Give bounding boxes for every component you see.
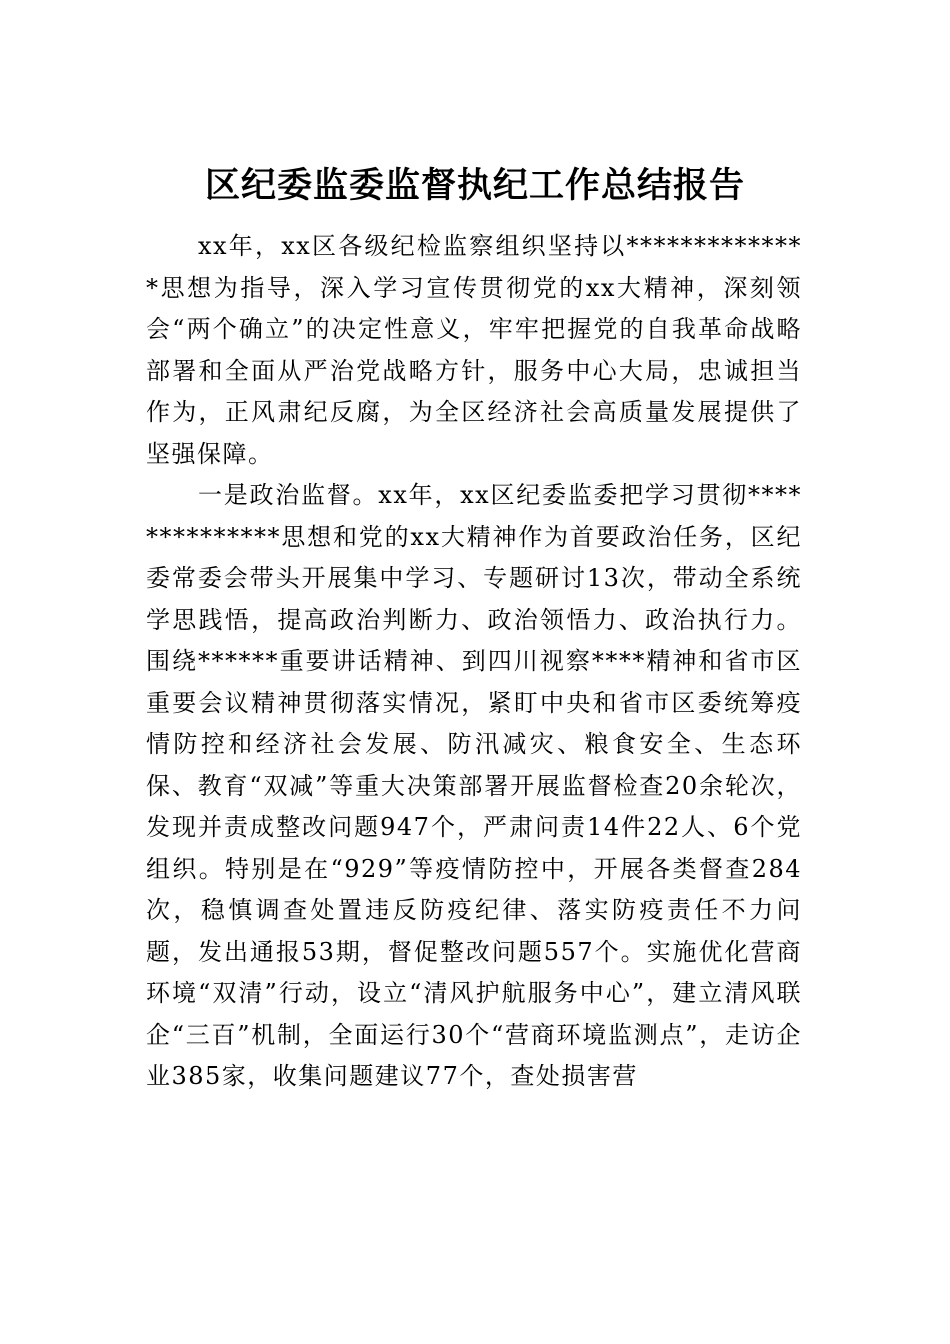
document-title: 区纪委监委监督执纪工作总结报告 — [204, 165, 745, 206]
paragraph-intro: xx年，xx区各级纪检监察组织坚持以**************思想为指导，深入学习宣传贯彻党的xx大精神，深刻领会“两个确立”的决定性意义，牢牢把握党的自我革命战略部署和全面从严治党战略方针，服务中心大局，忠诚担当作为，正风肃纪反腐，为全区经济社会高质量发展提供了坚强保障。 — [146, 232, 802, 468]
document-body — [146, 226, 802, 1098]
paragraph-political-supervision: 一是政治监督。xx年，xx区纪委监委把学习贯彻**************思想和党的xx大精神作为首要政治任务，区纪委常委会带头开展集中学习、专题研讨13次，带动全系统学思践悟，提高政治判断力、政治领悟力、政治执行力。围绕******重要讲话精神、到四川视察****精神和省市区重要会议精神贯彻落实情况，紧盯中央和省市区委统筹疫情防控和经济社会发展、防汛减灾、粮食安全、生态环保、教育“双减”等重大决策部署开展监督检查20余轮次，发现并责成整改问题947个，严肃问责14件22人、6个党组织。特别是在“929”等疫情防控中，开展各类督查284次，稳慎调查处置违反防疫纪律、落实防疫责任不力问题，发出通报53期，督促整改问题557个。实施优化营商环境“双清”行动，设立“清风护航服务中心”，建立清风联企“三百”机制，全面运行30个“营商环境监测点”，走访企业385家，收集问题建议77个，查处损害营 — [146, 481, 802, 1090]
